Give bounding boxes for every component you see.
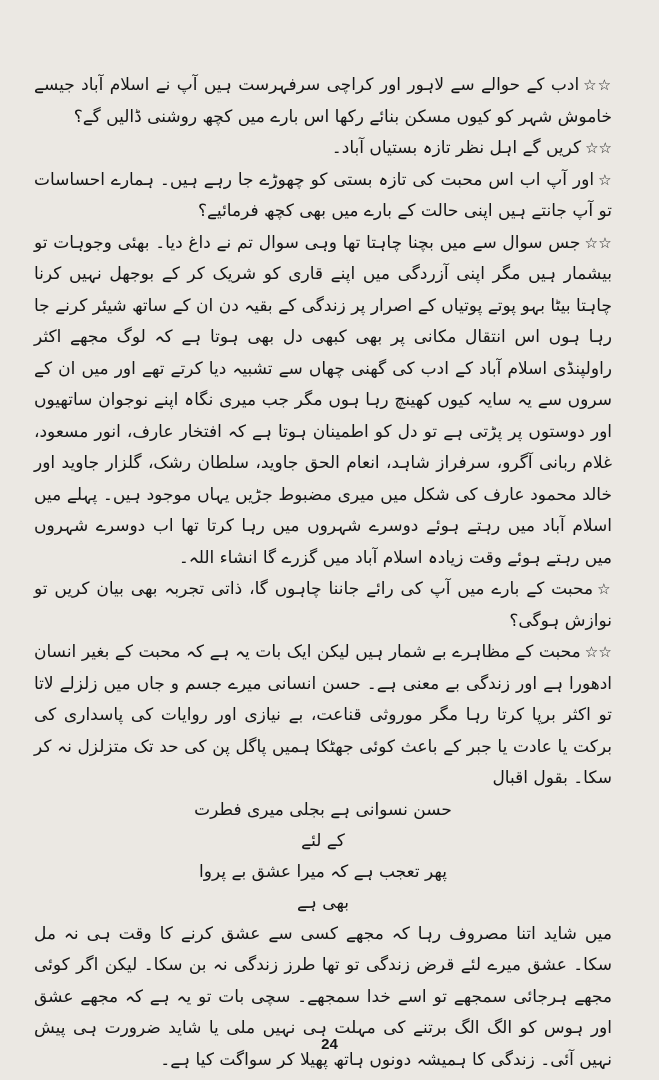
- paragraph-text: محبت کے بارے میں آپ کی رائے جاننا چاہوں گا، ذاتی تجربہ بھی بیان کریں تو نوازش ہوگی؟: [34, 579, 612, 631]
- paragraph-text: محبت کے مظاہرے بے شمار ہیں لیکن ایک بات یہ ہے کہ محبت کے بغیر انسان ادھورا ہے اور زندگی بے معنی ہے۔ حسن انسانی میرے جسم و جاں میں زلزلے لاتا تو اکثر برپا کرتا رہا مگر موروثی قناعت، بے نیازی اور روایات کی پاسداری کی برکت یا عادت یا جبر کے باعث کوئی جھٹکا ہمیں پاگل پن کی حد تک متزلزل نہ کر سکا۔ بقول اقبال: [34, 642, 612, 788]
- paragraph-text: ادب کے حوالے سے لاہور اور کراچی سرفہرست ہیں آپ نے اسلام آباد جیسے خاموش شہر کو کیوں مسکن بنائے رکھا اس بارے میں کچھ روشنی ڈالیں گے؟: [34, 75, 612, 127]
- star-marker: ☆☆: [583, 76, 612, 94]
- verse-couplet: [183, 795, 463, 919]
- paragraph-text: جس سوال سے میں بچنا چاہتا تھا وہی سوال تم نے داغ دیا۔ بھئی وجوہات تو بیشمار ہیں مگر اپنی آزردگی میں اپنے قاری کو شریک کر کے بوجھل نہیں کرنا چاہتا بیٹا بہو پوتے پوتیاں کے اصرار پر زندگی کے بقیہ دن ان کے ساتھ شیئر کرنے جا رہا ہوں اس انتقال مکانی پر بھی کبھی دل بھی ہوتا ہے کہ لوگ مجھے اکثر راولپنڈی اسلام آباد کے ادب کی گھنی چھاں سے تشبیہ دیا کرتے تھے اور میں ان کے سروں سے یہ سایہ کیوں کھینچ رہا ہوں مگر جب میری نگاہ اپنے نوجوان ساتھیوں اور دوستوں پر پڑتی ہے تو دل کو اطمینان ہوتا ہے کہ افتخار عارف، انور مسعود، غلام ربانی آگرو، سرفراز شاہد، انعام الحق جاوید، سلطان رشک، گلزار جاوید اور خالد محمود عارف کی شکل میں میری مضبوط جڑیں یہاں موجود ہیں۔ پہلے میں اسلام آباد میں رہتے ہوئے دوسرے شہروں میں رہا کرتا تھا اب دوسرے شہروں میں رہتے ہوئے وقت زیادہ اسلام آباد میں گزرے گا انشاء اللہ۔: [34, 232, 612, 568]
- star-marker: ☆: [598, 170, 613, 189]
- paragraph-4: [34, 228, 612, 575]
- star-marker: ☆: [597, 580, 613, 598]
- paragraph-1: [34, 70, 612, 133]
- closing-paragraph: میں شاید اتنا مصروف رہا کہ مجھے کسی سے عشق کرنے کا وقت ہی نہ مل سکا۔ عشق میرے لئے قرض زندگی تو تھا طرز زندگی نہ بن سکا۔ لیکن اگر کوئی مجھے ہرجائی سمجھے تو اسے خدا سمجھے۔ سچی بات تو یہ ہے کہ مجھے عشق اور ہوس کو الگ الگ برتنے کی مہلت ہی نہیں ملی یا شاید ضرورت ہی پیش نہیں آئی۔ زندگی کا ہمیشہ دونوں ہاتھ پھیلا کر سواگت کیا ہے۔: [34, 923, 612, 1070]
- star-marker: ☆☆: [584, 643, 612, 661]
- verse-line-2: پھر تعجب ہے کہ میرا عشق بے پروا بھی ہے: [199, 861, 447, 913]
- paragraph-6: [34, 637, 612, 795]
- paragraph-text: کریں گے اہل نظر تازہ بستیاں آباد۔: [331, 138, 582, 158]
- star-marker: ☆☆: [584, 233, 612, 252]
- paragraph-3: [34, 165, 612, 228]
- paragraph-5: [34, 574, 612, 637]
- verse-line-1: حسن نسوانی ہے بجلی میری فطرت کے لئے: [194, 799, 452, 851]
- page-body: [34, 70, 612, 1076]
- page-number: 24: [321, 1036, 338, 1053]
- paragraph-text: اور آپ اب اس محبت کی تازہ بستی کو چھوڑے جا رہے ہیں۔ ہمارے احساسات تو آپ جانتے ہیں اپنی حالت کے بارے میں بھی کچھ فرمائیے؟: [34, 169, 612, 221]
- paragraph-2: [34, 133, 612, 165]
- star-marker: ☆☆: [585, 139, 612, 157]
